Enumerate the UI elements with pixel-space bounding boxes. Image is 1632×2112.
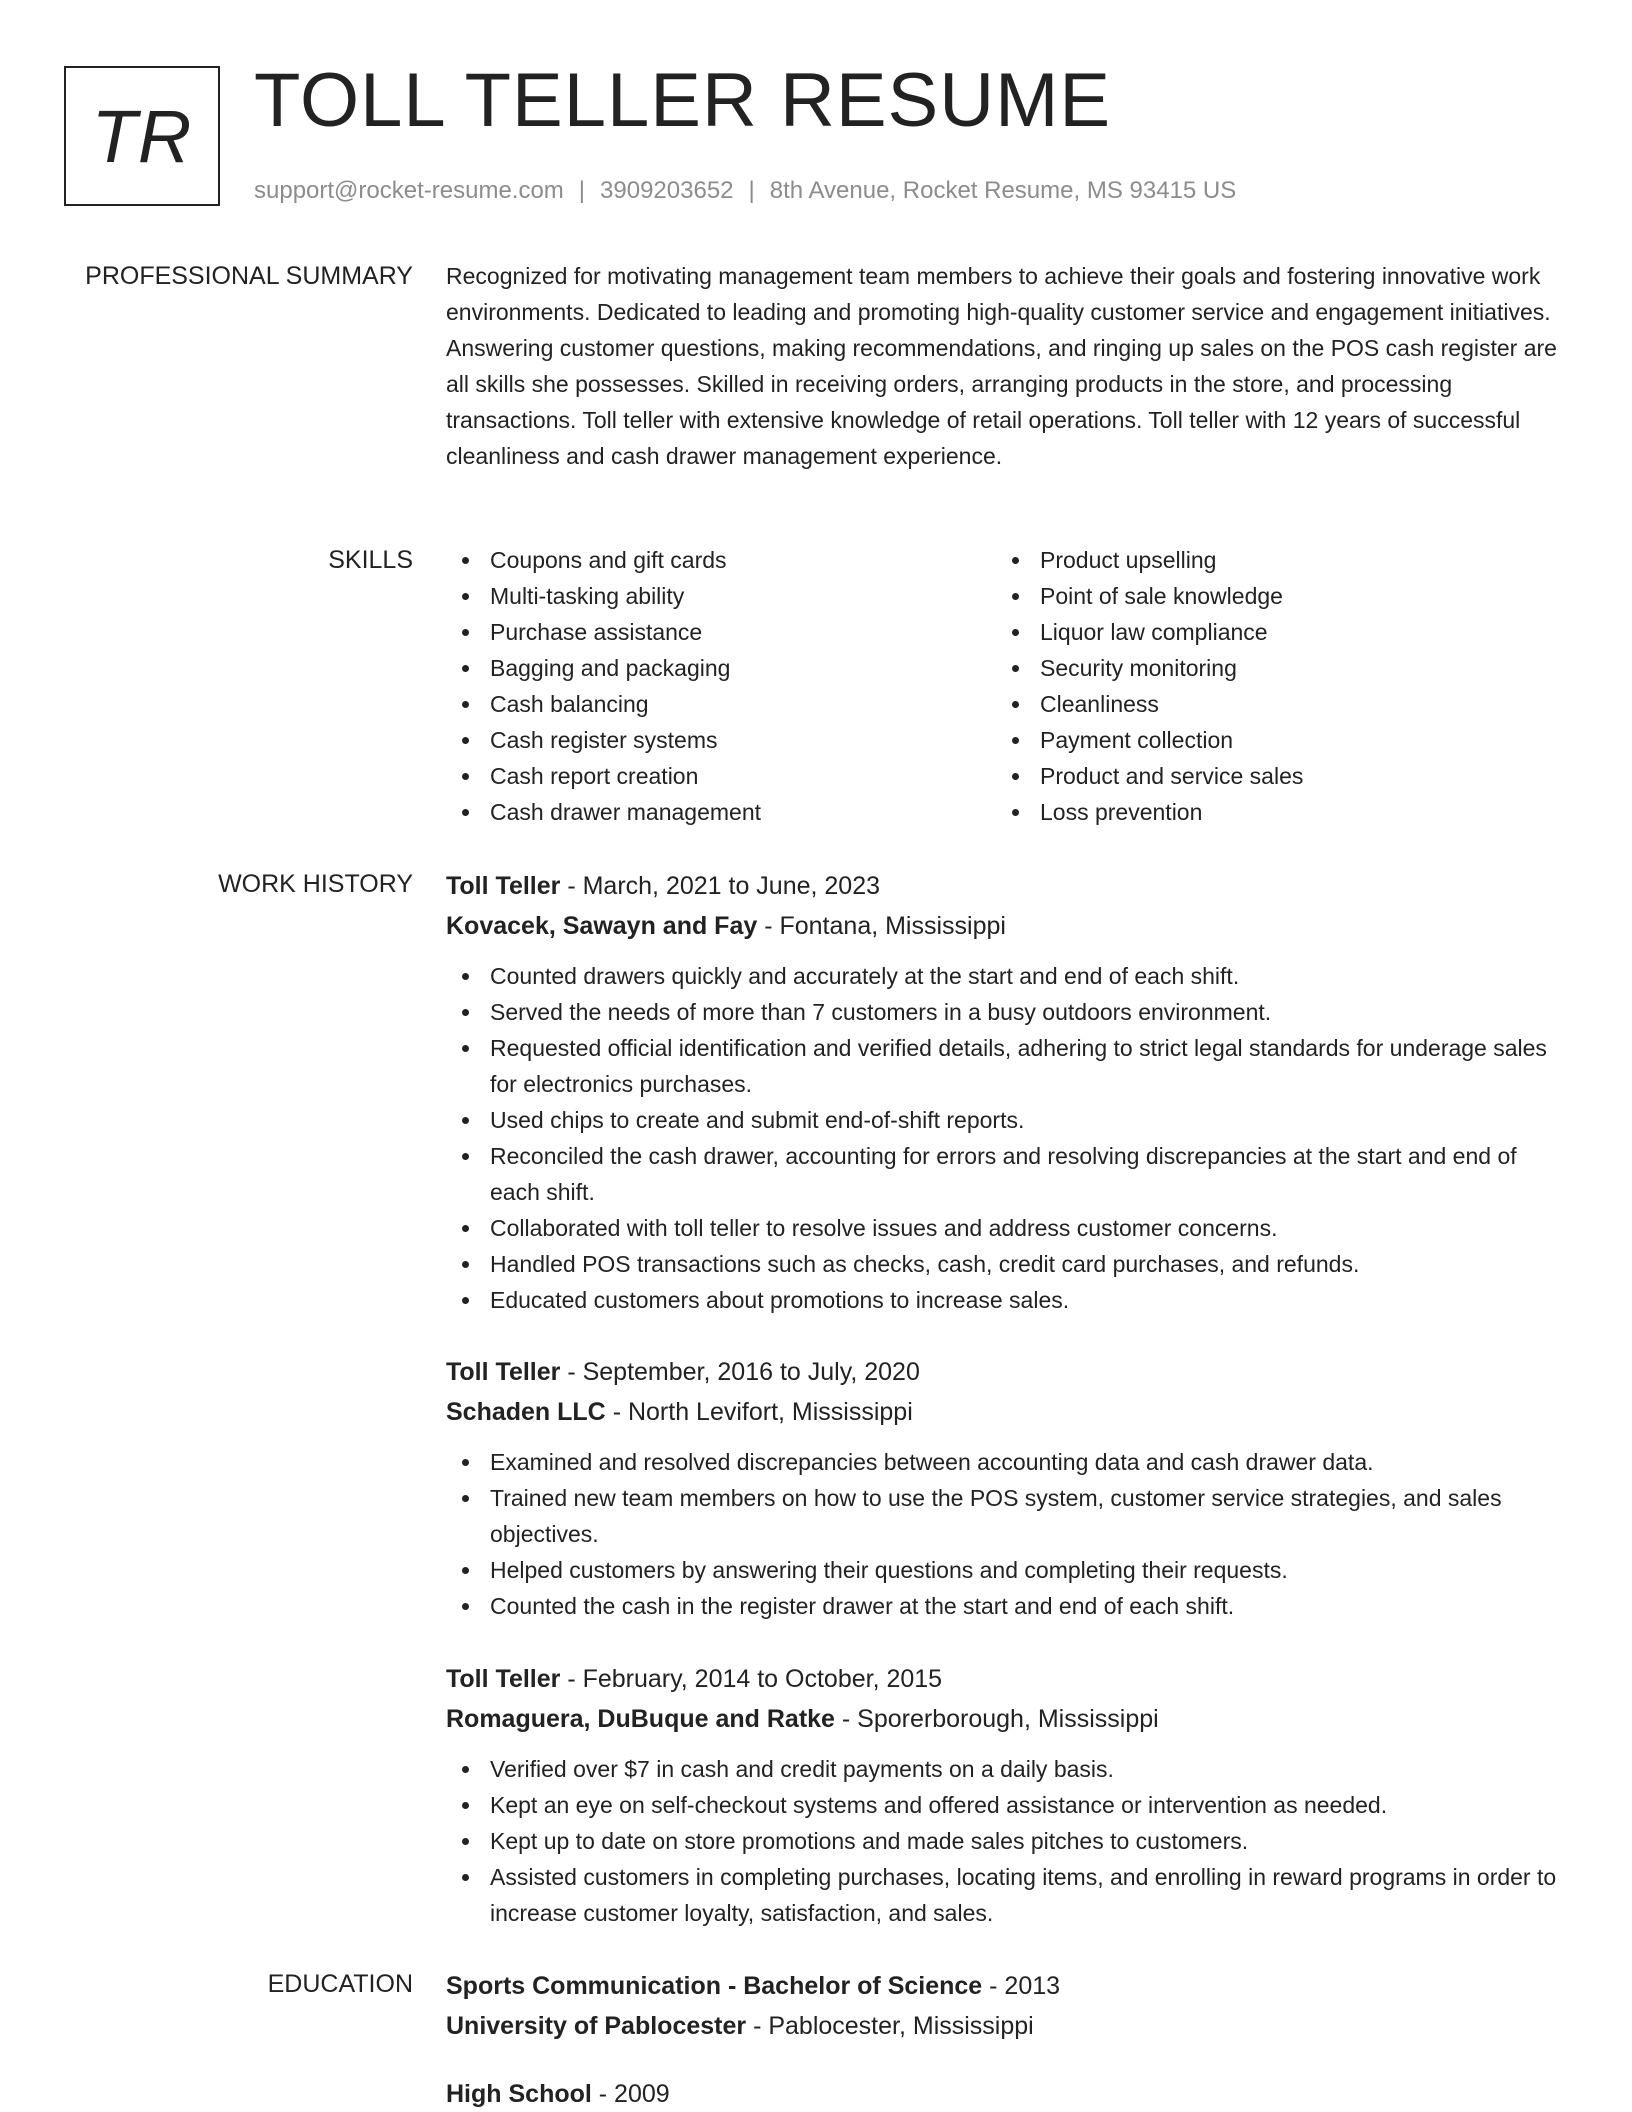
- summary-heading: PROFESSIONAL SUMMARY: [85, 262, 413, 290]
- job-location: - Fontana, Mississippi: [757, 912, 1006, 940]
- job-company: Romaguera, DuBuque and Ratke: [446, 1705, 835, 1733]
- skill-item: Cash drawer management: [446, 794, 996, 830]
- education-entry: [446, 2074, 1562, 2112]
- school-line: [446, 2006, 1562, 2046]
- job-duty: Served the needs of more than 7 customers in a busy outdoors environment.: [446, 994, 1562, 1030]
- skills-list-left: [446, 542, 996, 830]
- job-duty: Counted the cash in the register drawer at the start and end of each shift.: [446, 1588, 1562, 1624]
- job-company-line: [446, 906, 1562, 946]
- degree-name: High School: [446, 2080, 592, 2108]
- job-duty: Used chips to create and submit end-of-shift reports.: [446, 1102, 1562, 1138]
- degree-year: - 2013: [982, 1972, 1061, 2000]
- job-duty: Requested official identification and verified details, adhering to strict legal standards for underage sales for electronics purchases.: [446, 1030, 1562, 1102]
- job-title-line: [446, 1659, 1562, 1699]
- skill-item: Loss prevention: [996, 794, 1546, 830]
- skills-content: [446, 542, 1562, 830]
- job-location: - North Levifort, Mississippi: [605, 1398, 913, 1426]
- skill-item: Multi-tasking ability: [446, 578, 996, 614]
- degree-name: Sports Communication - Bachelor of Science: [446, 1972, 983, 2000]
- education-heading: EDUCATION: [267, 1970, 413, 1998]
- skill-item: Purchase assistance: [446, 614, 996, 650]
- school-name: University of Pablocester: [446, 2012, 747, 2040]
- degree-line: [446, 1966, 1562, 2006]
- job-company-line: [446, 1392, 1562, 1432]
- skill-item: Cleanliness: [996, 686, 1546, 722]
- school-location: - Pablocester, Mississippi: [746, 2012, 1034, 2040]
- contact-phone: 3909203652: [600, 177, 734, 204]
- skills-list-right: [996, 542, 1546, 830]
- job-entry: [446, 1352, 1562, 1624]
- contact-email: support@rocket-resume.com: [254, 177, 564, 204]
- job-duties: [446, 1444, 1562, 1624]
- job-duty: Kept an eye on self-checkout systems and offered assistance or intervention as needed.: [446, 1787, 1562, 1823]
- skills-heading: SKILLS: [328, 546, 413, 574]
- job-entry: [446, 1659, 1562, 1931]
- skill-item: Coupons and gift cards: [446, 542, 996, 578]
- skill-item: Liquor law compliance: [996, 614, 1546, 650]
- degree-year: - 2009: [591, 2080, 670, 2108]
- job-location: - Sporerborough, Mississippi: [834, 1705, 1159, 1733]
- work-history-heading: WORK HISTORY: [218, 870, 413, 898]
- summary-text: Recognized for motivating management team members to achieve their goals and fostering innovative work environments. Dedicated to leading and promoting high-quality customer service and engagement initiatives. Answering customer questions, making recommendations, and ringing up sales on the POS cash register are all skills she possesses. Skilled in receiving orders, arranging products in the store, and processing transactions. Toll teller with extensive knowledge of retail operations. Toll teller with 12 years of successful cleanliness and cash drawer management experience.: [446, 263, 1557, 469]
- job-title: Toll Teller: [446, 872, 561, 900]
- job-duty: Assisted customers in completing purchases, locating items, and enrolling in reward programs in order to increase customer loyalty, satisfaction, and sales.: [446, 1859, 1562, 1931]
- summary-content: [446, 258, 1562, 474]
- skill-item: Bagging and packaging: [446, 650, 996, 686]
- job-company-line: [446, 1699, 1562, 1739]
- monogram-initials: TR: [91, 94, 193, 178]
- job-dates: - February, 2014 to October, 2015: [560, 1665, 943, 1693]
- job-title: Toll Teller: [446, 1358, 561, 1386]
- job-duty: Collaborated with toll teller to resolve issues and address customer concerns.: [446, 1210, 1562, 1246]
- contact-address: 8th Avenue, Rocket Resume, MS 93415 US: [769, 177, 1237, 204]
- job-title-line: [446, 866, 1562, 906]
- job-title-line: [446, 1352, 1562, 1392]
- contact-separator: |: [748, 177, 755, 204]
- job-title: Toll Teller: [446, 1665, 561, 1693]
- job-duties: [446, 958, 1562, 1318]
- skill-item: Point of sale knowledge: [996, 578, 1546, 614]
- skill-item: Product and service sales: [996, 758, 1546, 794]
- skill-item: Product upselling: [996, 542, 1546, 578]
- job-company: Schaden LLC: [446, 1398, 606, 1426]
- monogram-badge: [64, 66, 220, 206]
- job-duty: Helped customers by answering their questions and completing their requests.: [446, 1552, 1562, 1588]
- job-duty: Reconciled the cash drawer, accounting for errors and resolving discrepancies at the start and end of each shift.: [446, 1138, 1562, 1210]
- skill-item: Cash balancing: [446, 686, 996, 722]
- education-entry: [446, 1966, 1562, 2046]
- job-dates: - March, 2021 to June, 2023: [560, 872, 881, 900]
- degree-line: [446, 2074, 1562, 2112]
- job-dates: - September, 2016 to July, 2020: [560, 1358, 920, 1386]
- job-duty: Kept up to date on store promotions and made sales pitches to customers.: [446, 1823, 1562, 1859]
- resume-title: TOLL TELLER RESUME: [254, 58, 1112, 143]
- job-duty: Verified over $7 in cash and credit payments on a daily basis.: [446, 1751, 1562, 1787]
- job-duty: Educated customers about promotions to increase sales.: [446, 1282, 1562, 1318]
- job-duty: Counted drawers quickly and accurately at the start and end of each shift.: [446, 958, 1562, 994]
- job-duty: Examined and resolved discrepancies between accounting data and cash drawer data.: [446, 1444, 1562, 1480]
- job-company: Kovacek, Sawayn and Fay: [446, 912, 758, 940]
- job-entry: [446, 866, 1562, 1318]
- skill-item: Security monitoring: [996, 650, 1546, 686]
- contact-separator: |: [578, 177, 586, 204]
- skill-item: Cash register systems: [446, 722, 996, 758]
- skill-item: Payment collection: [996, 722, 1546, 758]
- contact-line: [254, 174, 1236, 208]
- job-duty: Handled POS transactions such as checks, cash, credit card purchases, and refunds.: [446, 1246, 1562, 1282]
- job-duty: Trained new team members on how to use the POS system, customer service strategies, and sales objectives.: [446, 1480, 1562, 1552]
- skill-item: Cash report creation: [446, 758, 996, 794]
- job-duties: [446, 1751, 1562, 1931]
